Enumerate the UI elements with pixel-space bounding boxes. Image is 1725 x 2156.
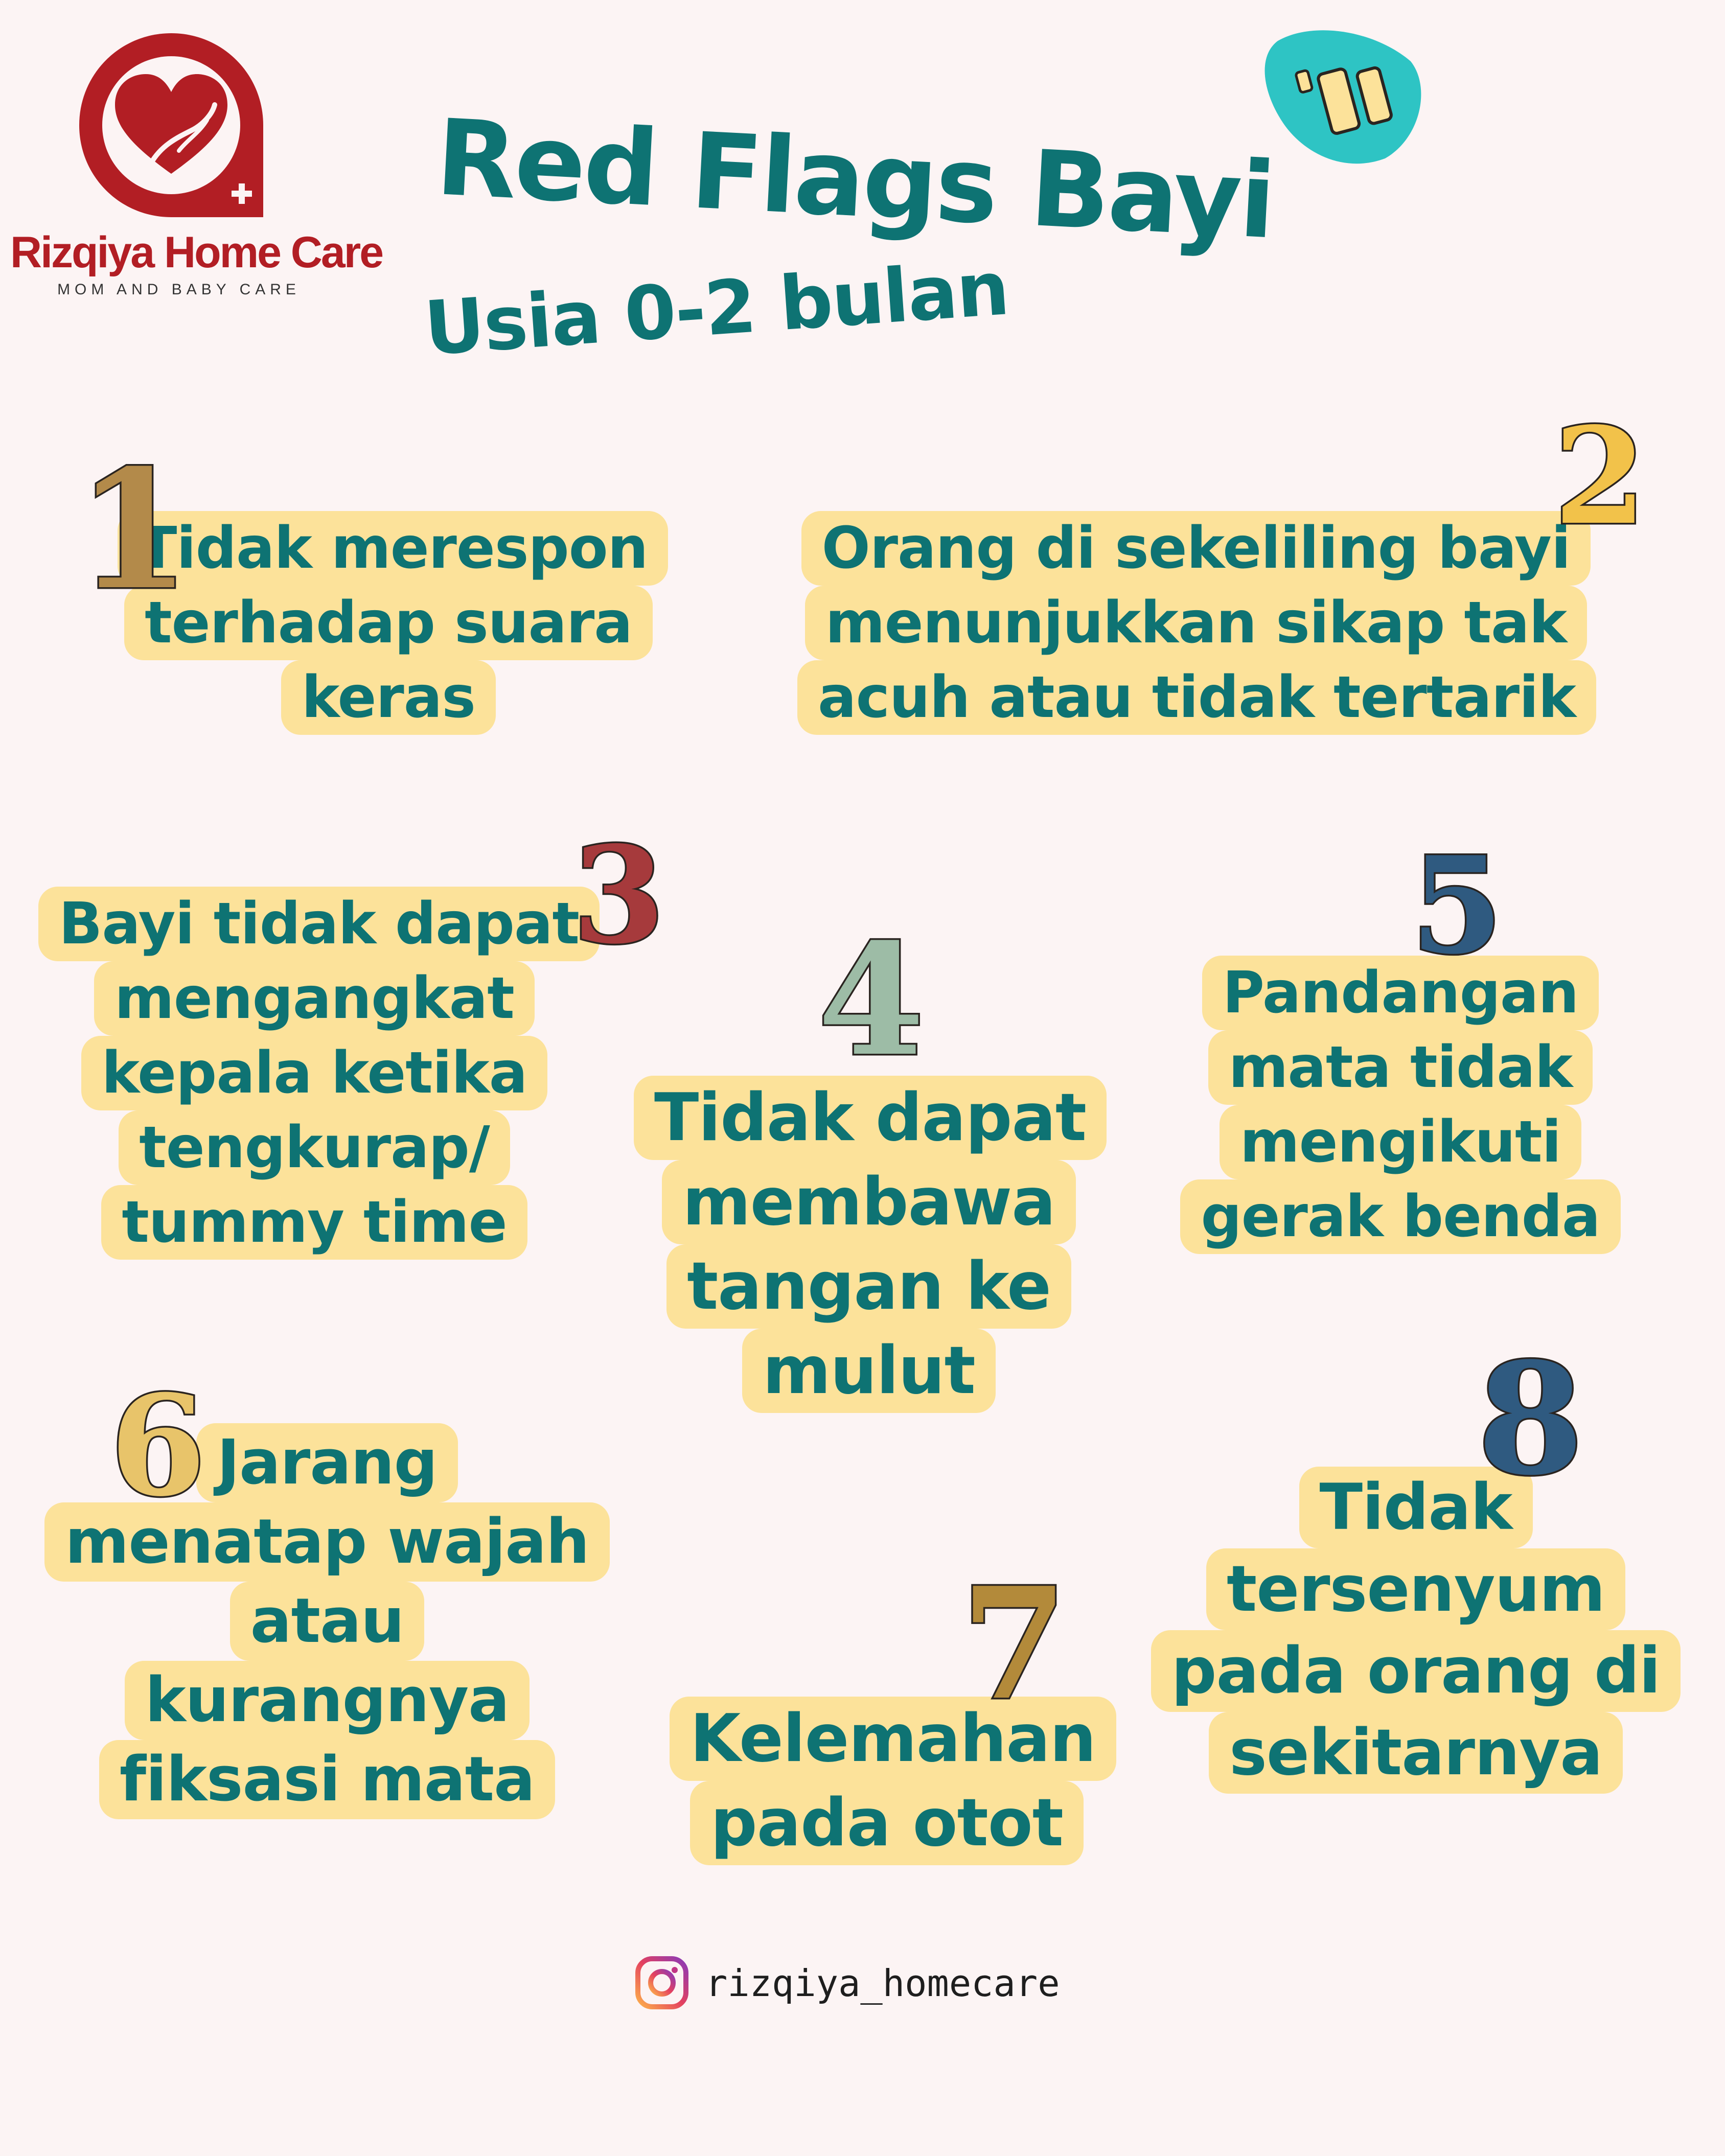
- flag-number-3: 3: [572, 818, 665, 973]
- flag-line: gerak benda: [1180, 1179, 1620, 1254]
- flag-line: tangan ke: [666, 1244, 1071, 1329]
- flag-line: fiksasi mata: [99, 1740, 555, 1819]
- flag-number-4: 4: [818, 910, 925, 1090]
- flag-number-5: 5: [1411, 828, 1503, 984]
- red-flag-4: [634, 1076, 1104, 1413]
- logo-heart-hand-icon: [74, 28, 268, 222]
- brand-tagline: MOM AND BABY CARE: [57, 281, 301, 298]
- flag-line: menunjukkan sikap tak: [805, 586, 1587, 660]
- flag-line: Tidak merespon: [118, 511, 668, 586]
- page-subtitle: Usia 0-2 bulan: [422, 245, 1011, 373]
- brand-logo: [10, 28, 383, 298]
- flag-line: Kelemahan: [670, 1697, 1116, 1781]
- red-flag-1: [118, 511, 659, 735]
- flag-line: sekitarnya: [1209, 1712, 1623, 1794]
- flag-line: Tidak: [1299, 1467, 1533, 1548]
- flag-line: Orang di sekeliling bayi: [801, 511, 1591, 586]
- flag-line: Pandangan: [1202, 956, 1599, 1030]
- flag-line: pada otot: [690, 1781, 1084, 1865]
- page-title: Red Flags Bayi: [433, 97, 1277, 263]
- flag-line: mengangkat: [94, 961, 535, 1036]
- flag-number-8: 8: [1477, 1329, 1584, 1509]
- exclamation-sticker-icon: [1257, 20, 1431, 174]
- flag-line: kurangnya: [125, 1661, 530, 1740]
- flag-line: mulut: [742, 1329, 996, 1413]
- flag-number-7: 7: [961, 1554, 1068, 1734]
- flag-line: membawa: [662, 1160, 1075, 1244]
- flag-line: pada orang di: [1151, 1630, 1681, 1712]
- flag-line: kepala ketika: [81, 1036, 548, 1110]
- flag-line: mata tidak: [1208, 1030, 1593, 1105]
- flag-line: Jarang: [196, 1423, 457, 1502]
- flag-line: mengikuti: [1220, 1105, 1581, 1179]
- flag-number-6: 6: [110, 1364, 206, 1527]
- flag-line: acuh atau tidak tertarik: [797, 660, 1596, 735]
- red-flag-5: [1178, 956, 1623, 1254]
- flag-line: tummy time: [101, 1185, 527, 1260]
- instagram-handle[interactable]: rizqiya_homecare: [705, 1962, 1060, 2005]
- flag-line: tersenyum: [1206, 1548, 1625, 1630]
- flag-line: atau: [230, 1582, 425, 1661]
- flag-number-1: 1: [77, 434, 191, 626]
- flag-line: Tidak dapat: [634, 1076, 1107, 1160]
- flag-line: Bayi tidak dapat: [38, 887, 600, 961]
- flag-line: keras: [281, 660, 496, 735]
- flag-line: menatap wajah: [44, 1502, 609, 1582]
- instagram-icon: [634, 1955, 690, 2011]
- flag-line: tengkurap/: [119, 1110, 510, 1185]
- red-flag-3: [38, 887, 590, 1260]
- flag-number-2: 2: [1554, 399, 1646, 554]
- red-flag-8: [1145, 1467, 1687, 1794]
- red-flag-2: [797, 511, 1595, 735]
- flag-line: terhadap suara: [124, 586, 653, 660]
- brand-name: Rizqiya Home Care: [10, 228, 383, 277]
